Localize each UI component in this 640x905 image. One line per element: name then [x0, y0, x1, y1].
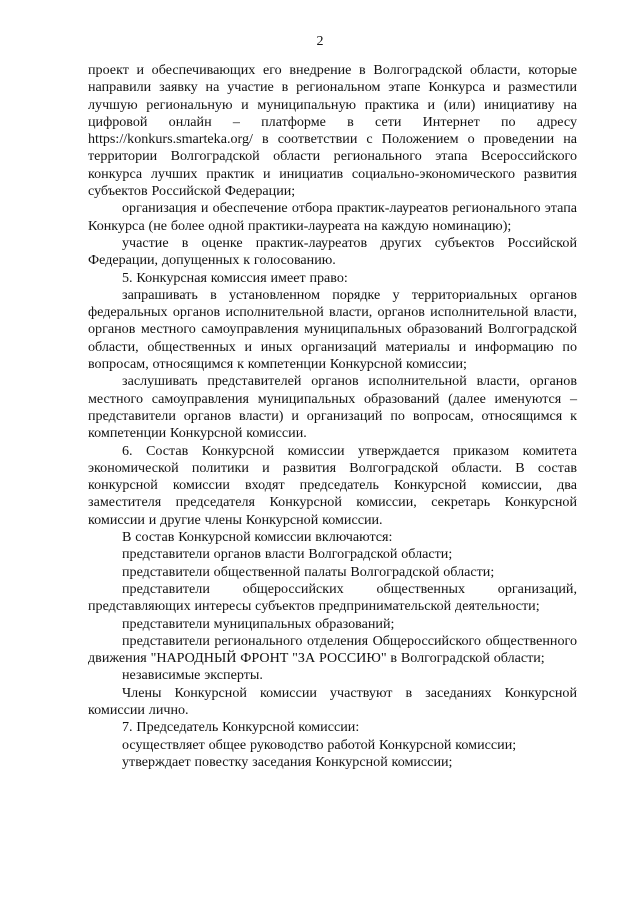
paragraph-member-public-chamber: представители общественной палаты Волгоградской области; — [122, 563, 495, 580]
paragraph-participants-list: проект и обеспечивающих его внедрение в Волгоградской области, которые направили заявку на участие в региональном этапе Конкурса и разместили лучшую региональную и муниципальную практика и (или) инициативу на цифровой онлайн – платформе в сети Интернет по адресу https://konkurs.smarteka.org/ в соответствии с Положением о проведении на территории Волгоградской области регионального этапа Всероссийского конкурса лучших практик и инициатив социально-экономического развития субъектов Российской Федерации; — [88, 62, 577, 200]
paragraph-composition-includes: В состав Конкурсной комиссии включаются: — [122, 529, 393, 546]
paragraph-member-business-organizations: представители общероссийских общественных организаций, представляющих интересы субъектов предпринимательской деятельности; — [88, 580, 577, 615]
paragraph-section-6-composition: 6. Состав Конкурсной комиссии утверждается приказом комитета экономической политики и развития Волгоградской области. В состав конкурсной комиссии входят председатель Конкурсной комиссии, два заместителя председателя Конкурсной комиссии, секретарь Конкурсной комиссии и другие члены Конкурсной комиссии. — [88, 442, 577, 528]
paragraph-member-municipalities: представители муниципальных образований; — [122, 615, 395, 632]
page-number: 2 — [316, 34, 324, 49]
paragraph-chair-approves-agenda: утверждает повестку заседания Конкурсной комиссии; — [122, 753, 453, 770]
paragraph-evaluation-participation: участие в оценке практик-лауреатов других субъектов Российской Федерации, допущенных к голосованию. — [88, 234, 577, 269]
paragraph-members-attend-in-person: Члены Конкурсной комиссии участвуют в заседаниях Конкурсной комиссии лично. — [88, 684, 577, 718]
paragraph-member-experts: независимые эксперты. — [122, 667, 263, 684]
document-body — [88, 62, 577, 771]
paragraph-section-7-heading: 7. Председатель Конкурсной комиссии: — [122, 719, 360, 736]
paragraph-member-popular-front: представители регионального отделения Общероссийского общественного движения "НАРОДНЫЙ ФРОНТ "ЗА РОССИЮ" в Волгоградской области; — [88, 632, 577, 667]
paragraph-chair-general-management: осуществляет общее руководство работой Конкурсной комиссии; — [122, 736, 517, 753]
paragraph-hear-representatives: заслушивать представителей органов исполнительной власти, органов местного самоуправления муниципальных образований (далее именуются – представители органов власти) и организаций по вопросам, относящимся к компетенции Конкурсной комиссии. — [88, 373, 577, 442]
paragraph-selection-organization: организация и обеспечение отбора практик-лауреатов регионального этапа Конкурса (не более одной практики-лауреата на каждую номинацию); — [88, 200, 577, 234]
paragraph-member-authorities: представители органов власти Волгоградской области; — [122, 546, 453, 563]
paragraph-section-5-heading: 5. Конкурсная комиссия имеет право: — [122, 269, 348, 286]
paragraph-request-materials: запрашивать в установленном порядке у территориальных органов федеральных органов исполнительной власти, органов исполнительной власти, органов местного самоуправления муниципальных образований Волгоградской области, общественных и иных организаций материалы и информацию по вопросам, относящимся к компетенции Конкурсной комиссии; — [88, 286, 577, 373]
